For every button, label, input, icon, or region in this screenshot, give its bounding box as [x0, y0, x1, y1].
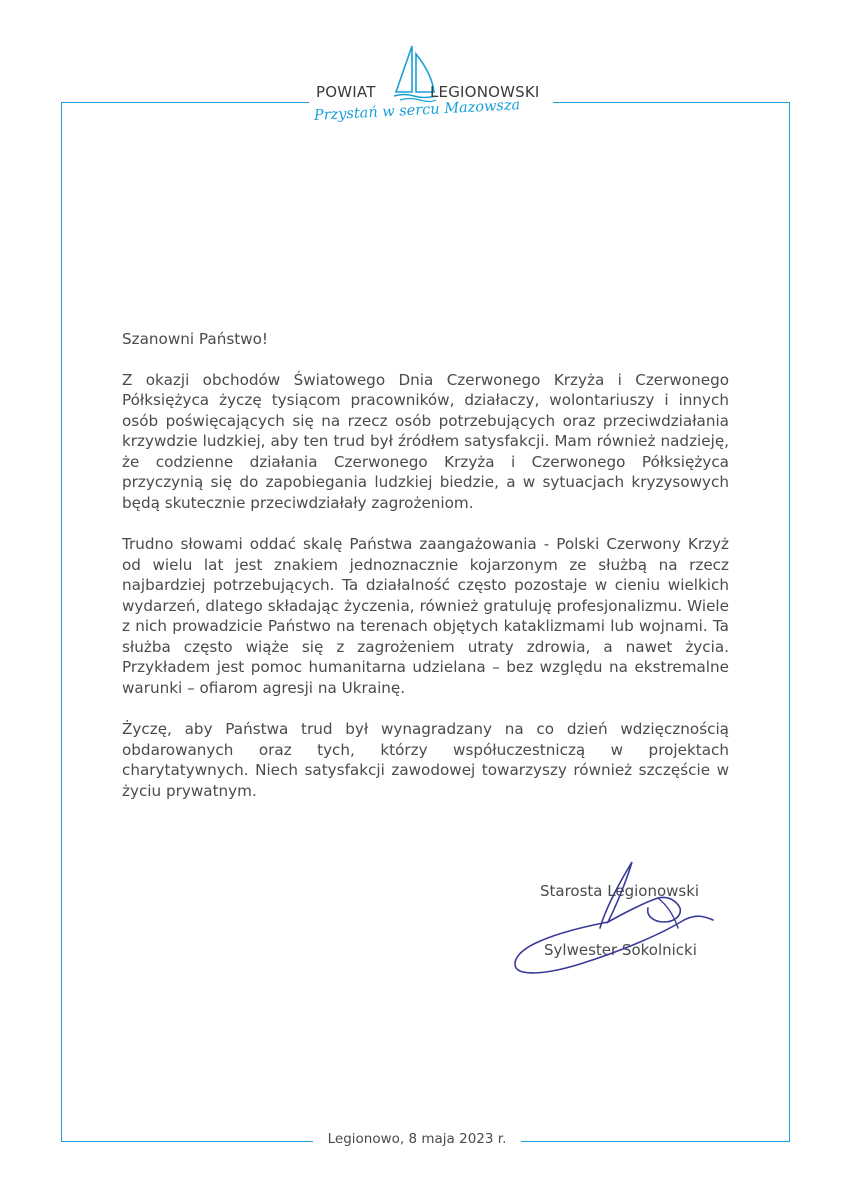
- signatory-title: Starosta Legionowski: [540, 882, 700, 900]
- logo-name-right: LEGIONOWSKI: [430, 83, 540, 101]
- paragraph-1: Z okazji obchodów Światowego Dnia Czerwonego Krzyża i Czerwonego Półksiężyca życzę tysiącom pracowników, działaczy, wolontariuszy i innych osób poświęcających się na rzecz osób potrzebujących oraz przeciwdziałania krzywdzie ludzkiej, aby ten trud był źródłem satysfakcji. Mam również nadzieję, że codzienne działania Czerwonego Krzyża i Czerwonego Półksiężyca przyczynią się do zapobiegania ludzkiej biedzie, a w sytuacjach kryzysowych będą skutecznie przeciwdziałały zagrożeniom.: [122, 370, 729, 512]
- handwritten-signature: [508, 850, 723, 980]
- frame-bottom-right-line: [521, 1141, 790, 1142]
- place-and-date: Legionowo, 8 maja 2023 r.: [327, 1131, 507, 1147]
- frame-right-line: [789, 102, 790, 1141]
- logo-tagline: Przystań w sercu Mazowsza: [313, 97, 521, 124]
- frame-top-left-line: [61, 102, 309, 103]
- logo-name-left: POWIAT: [316, 83, 376, 101]
- paragraph-2: Trudno słowami oddać skalę Państwa zaangażowania - Polski Czerwony Krzyż od wielu lat jest znakiem jednoznacznie kojarzonym ze służbą na rzecz najbardziej potrzebujących. Ta działalność często pozostaje w cieniu wielkich wydarzeń, dlatego składając życzenia, również gratuluję profesjonalizmu. Wiele z nich prowadzicie Państwo na terenach objętych kataklizmami lub wojnami. Ta służba często wiąże się z zagrożeniem utraty zdrowia, a nawet życia. Przykładem jest pomoc humanitarna udzielana – bez względu na ekstremalne warunki – ofiarom agresji na Ukrainę.: [122, 535, 729, 697]
- frame-bottom-left-line: [61, 1141, 313, 1142]
- frame-left-line: [61, 102, 62, 1141]
- paragraph-3: Życzę, aby Państwa trud był wynagradzany na co dzień wdzięcznością obdarowanych oraz tych, którzy współuczestniczą w projektach charytatywnych. Niech satysfakcji zawodowej towarzyszy również szczęście w życiu prywatnym.: [122, 720, 729, 800]
- letter-body: [122, 329, 729, 822]
- frame-top-right-line: [553, 102, 789, 103]
- salutation: Szanowni Państwo!: [122, 330, 269, 348]
- county-logo: [300, 44, 550, 144]
- signatory-name: Sylwester Sokolnicki: [544, 941, 697, 959]
